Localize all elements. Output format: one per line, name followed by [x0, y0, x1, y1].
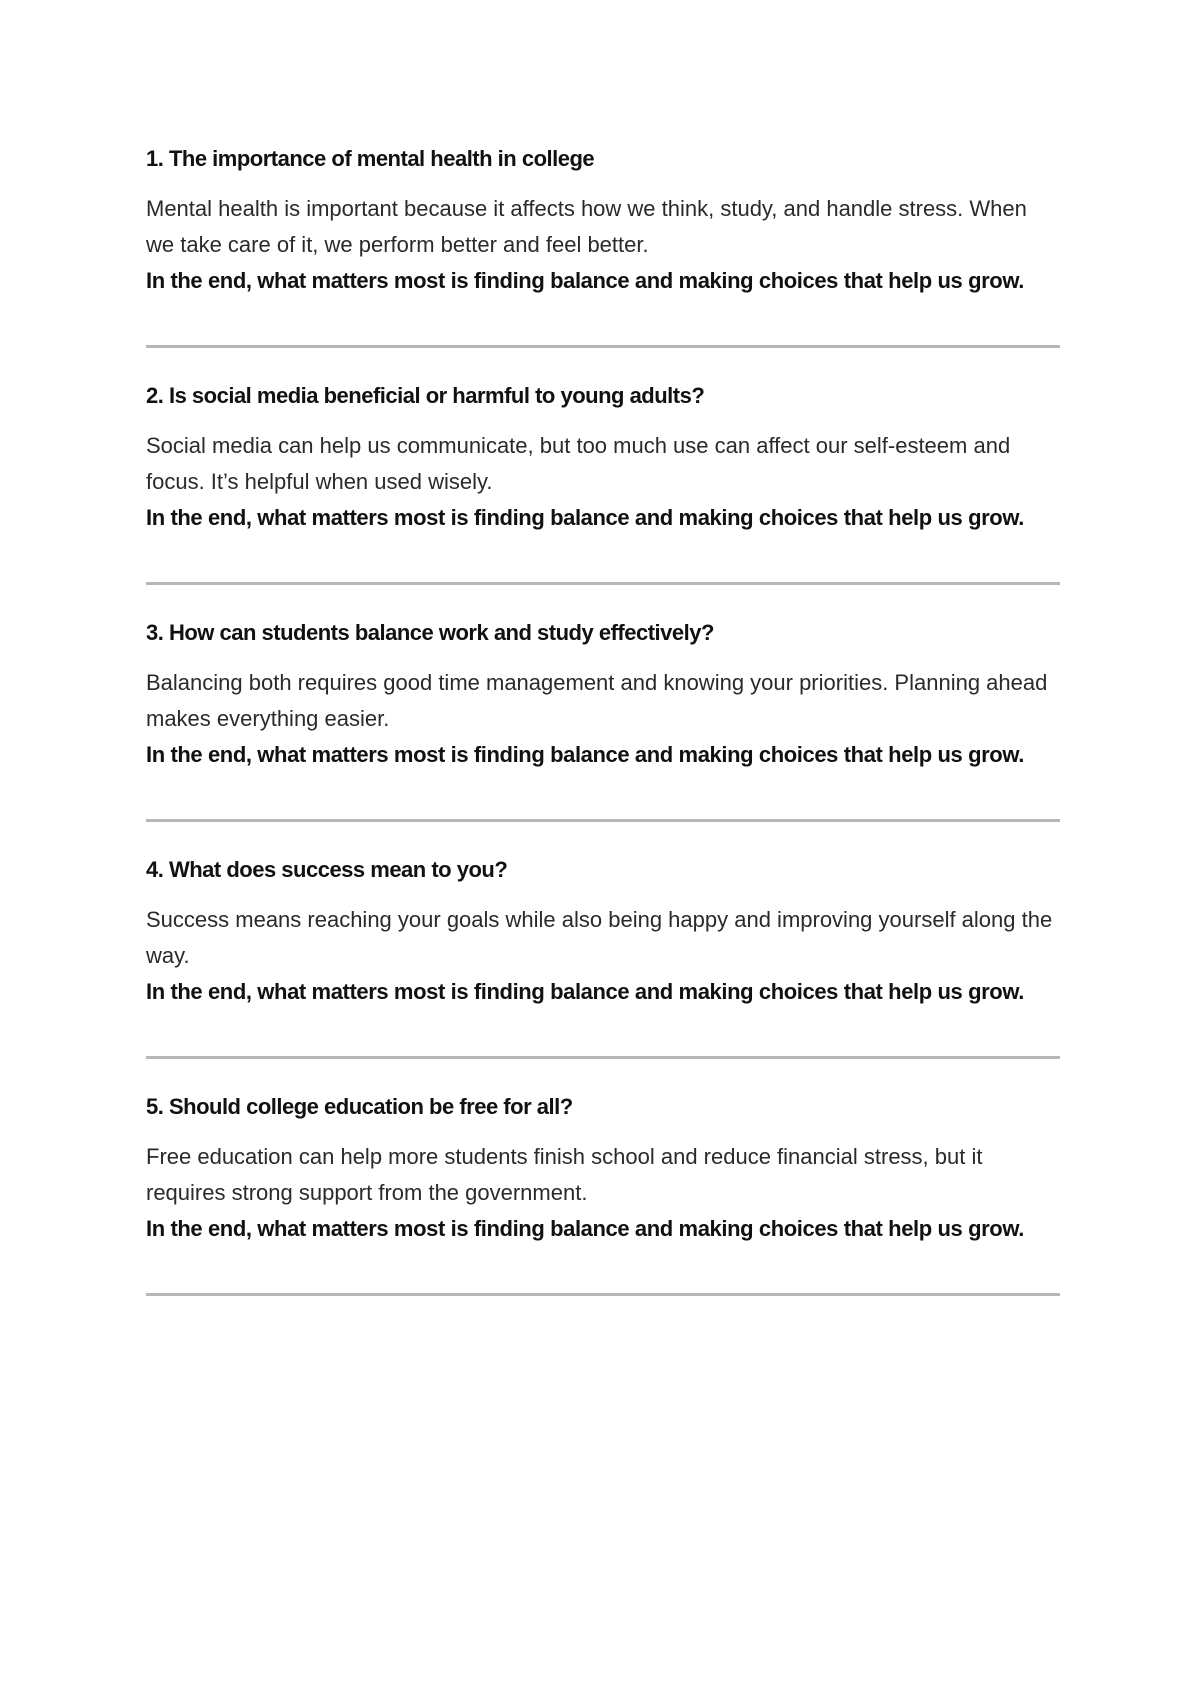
section-conclusion: In the end, what matters most is finding balance and making choices that help us grow. — [146, 742, 1024, 767]
section-3 — [146, 615, 1060, 822]
section-conclusion: In the end, what matters most is finding balance and making choices that help us grow. — [146, 268, 1024, 293]
section-1 — [146, 141, 1060, 348]
document-page — [146, 141, 1060, 1326]
section-5 — [146, 1089, 1060, 1296]
section-divider — [146, 582, 1060, 585]
section-body: Balancing both requires good time management and knowing your priorities. Planning ahead makes everything easier. — [146, 670, 1048, 731]
section-heading: 3. How can students balance work and study effectively? — [146, 620, 714, 645]
section-4 — [146, 852, 1060, 1059]
section-2 — [146, 378, 1060, 585]
section-body: Success means reaching your goals while also being happy and improving yourself along the way. — [146, 907, 1053, 968]
section-divider — [146, 345, 1060, 348]
section-body: Social media can help us communicate, but too much use can affect our self-esteem and focus. It’s helpful when used wisely. — [146, 433, 1011, 494]
section-divider — [146, 1293, 1060, 1296]
section-conclusion: In the end, what matters most is finding balance and making choices that help us grow. — [146, 979, 1024, 1004]
section-heading: 5. Should college education be free for all? — [146, 1094, 573, 1119]
section-heading: 4. What does success mean to you? — [146, 857, 508, 882]
section-heading: 2. Is social media beneficial or harmful to young adults? — [146, 383, 705, 408]
section-conclusion: In the end, what matters most is finding balance and making choices that help us grow. — [146, 505, 1024, 530]
section-divider — [146, 1056, 1060, 1059]
section-heading: 1. The importance of mental health in college — [146, 146, 595, 171]
section-divider — [146, 819, 1060, 822]
section-conclusion: In the end, what matters most is finding balance and making choices that help us grow. — [146, 1216, 1024, 1241]
section-body: Mental health is important because it affects how we think, study, and handle stress. When we take care of it, we perform better and feel better. — [146, 196, 1027, 257]
section-body: Free education can help more students finish school and reduce financial stress, but it requires strong support from the government. — [146, 1144, 983, 1205]
